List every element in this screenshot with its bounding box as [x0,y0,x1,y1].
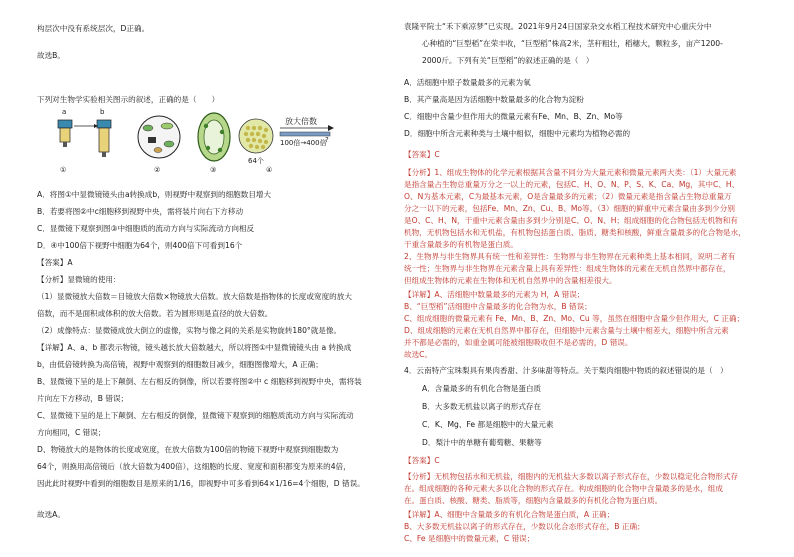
explain-line-4: 片向左下方移动，B 错误； [37,394,129,403]
analysis-line-3: （2）成像特点：显微镜成放大倒立的虚像，实物与像之间的关系是实物旋转180°就是像。 [37,326,342,335]
cells-view-icon [138,116,180,158]
intro-line-3: 2000斤。下列有关“巨型稻”的叙述正确的是（ ） [422,56,594,65]
r-analysis-2: 是指含量占生物总重量万分之一以上的元素，包括C、H、O、N、P、S、K、Ca、Mg，其中C、H、 [404,180,740,189]
objective-b-icon [97,120,111,157]
r-analysis-7: 干重含量最多的有机物是蛋白质。 [404,240,518,249]
explain-line-8: 64个，则换用高倍镜后（放大倍数为400倍），这细胞的长度、宽度和面积都变为原来的4倍， [37,462,351,471]
r-option-d: D．细胞中所含元素种类与土壤中相似，细胞中元素均为植物必需的 [404,129,631,138]
explain-line-9: 因此此时视野中看到的细胞数目是原来的1/16，即视野中可多看到64×1/16=4个细胞，D 错误。 [37,479,365,488]
analysis-line-1: （1）显微镜放大倍数＝目镜放大倍数×物镜放大倍数。放大倍数是指物体的长度或宽度的放大 [37,292,352,301]
r-explain-3: C、组成细胞的微量元素有 Fe、Mn、B、Zn、Mo、Cu 等，虽然在细胞中含量少但作用大，C 正确； [404,314,745,323]
microscope-figure [36,106,336,178]
r-analysis-1: 【分析】1、组成生物体的化学元素根据其含量不同分为大量元素和微量元素两大类：（1）大量元素 [404,168,737,177]
q4-answer: 【答案】C [404,456,440,465]
explain-line-7: D、物镜放大的是物体的长度或宽度，在放大倍数为100倍的物镜下视野中观察到细胞数为 [37,445,339,454]
objective-a-icon [58,120,72,147]
r-analysis-6: 机物，无机物包括水和无机盐，有机物包括蛋白质、脂质、糖类和核酸，鲜重含量最多的化合物是水， [404,228,746,237]
fig-number-3: ③ [210,166,217,174]
explain-line-5: C、显微镜下呈的是上下颠倒、左右相反的倒像，显微镜下观察到的细胞质流动方向与实际流动 [37,411,354,420]
r-explain-1: 【详解】A、活细胞中数量最多的元素为 H，A 错误； [404,290,585,299]
analysis-title: 【分析】显微镜的使用： [37,275,121,284]
q4-explain-3: C、Fe 是细胞中的微量元素，C 错误； [404,534,535,543]
r-option-b: B．其产量高是因为活细胞中数量最多的化合物为淀粉 [404,95,584,104]
cell-count-view-icon [239,119,273,153]
count-label: 64个 [248,157,264,165]
tube-b-label: b [100,108,105,116]
option-b: B．若要将图②中c细胞移到视野中央，需将装片向右下方移动 [37,207,244,216]
question-3: 下列对生物学实验相关图示的叙述，正确的是（ ） [37,95,220,104]
q4-analysis-1: 【分析】无机物包括水和无机盐，细胞内的无机盐大多数以离子形式存在，少数以稳定化合物形式存 [404,472,739,481]
r-option-c: C．细胞中含量少但作用大的微量元素有Fe、Mn、B、Zn、Mo等 [404,112,623,121]
q4-explain-1: 【详解】A、细胞中含量最多的有机化合物是蛋白质，A 正确； [404,510,615,519]
explain-line-6: 方向相同，C 错误； [37,428,106,437]
intro-line-2: 心种植的“巨型稻”在荣丰收，“巨型稻”株高2米，茎秆粗壮，稻穗大，颗粒多，亩产1200- [422,39,723,48]
leaf-cell-icon [198,113,230,161]
magnification-label: 放大倍数 [285,117,317,126]
q4-option-c: C．K、Mg、Fe 都是细胞中的大量元素 [422,420,554,429]
r-analysis-10: 但组成生物体的元素在生物体和无机自然界中的含量相差很大。 [404,276,617,285]
left-top-line-2: 故选B。 [37,51,65,60]
fig-number-4: ④ [266,166,273,174]
option-a: A．将图①中显微镜镜头由a转换成b，则视野中观察到的细胞数目增大 [37,190,272,199]
explain-line-1: 【详解】A、a、b 都表示物镜，镜头越长放大倍数越大，所以将图①中显微镜镜头由 a 转换成 [37,343,352,352]
option-d: D．④中100倍下视野中细胞为64个，则400倍下可看到16个 [37,241,243,250]
r-analysis-9: 统一性；生物界与非生物界在元素含量上具有差异性：组成生物体的元素在无机自然界中都存在， [404,264,731,273]
r-explain-2: B、“巨型稻”活细胞中含量最多的化合物为水，B 错误； [404,302,592,311]
explain-line-2: b，由低倍镜转换为高倍镜，视野中观察到的细胞数目减少，细胞图像增大，A 正确； [37,360,323,369]
explain-line-3: B、显微镜下呈的是上下颠倒、左右相反的倒像，所以若要将图②中 c 细胞移到视野中央，需将装 [37,377,362,386]
ratio-label: 100倍→400倍 [280,139,327,147]
r-answer: 【答案】C [404,150,440,159]
left-top-line-1: 构层次中没有系统层次，D正确。 [37,24,150,33]
q4-analysis-3: 在。蛋白质、核酸、糖类、脂质等，细胞内含量最多的有机化合物为蛋白质。 [404,496,663,505]
tube-a-label: a [62,108,67,116]
q4-option-a: A．含量最多的有机化合物是蛋白质 [422,384,542,393]
question-mark-label: ? [325,136,329,144]
q4-option-d: D．梨汁中的单糖有葡萄糖、果糖等 [422,438,542,447]
r-analysis-4: 分之一以下的元素，包括Fe、Mn、Zn、Cu、B、Mo等。（3）细胞的鲜重中元素含量由多到少分别 [404,204,735,213]
r-explain-6: 故选C。 [404,350,433,359]
intro-line-1: 袁隆平院士“禾下乘凉梦”已实现。2021年9月24日国家杂交水稻工程技术研究中心重庆分中 [404,22,712,31]
fig-number-2: ② [154,166,161,174]
explain-line-10: 故选A。 [37,510,65,519]
r-explain-5: 并不都是必需的，如重金属可能被细胞吸收但不是必需的，D 错误。 [404,338,633,347]
r-analysis-8: 2、生物界与非生物界具有统一性和差异性：生物界与非生物界在元素种类上基本相同，说明二者有 [404,252,736,261]
r-analysis-5: 是O、C、H、N，干重中元素含量由多到少分别是C、O、N、H；组成细胞的化合物包括无机物和有 [404,216,738,225]
r-analysis-3: O、N为基本元素，C为最基本元素，O是含量最多的元素；（2）微量元素是指含量占生物总重量万 [404,192,732,201]
r-option-a: A．活细胞中原子数量最多的元素为氧 [404,78,531,87]
question-4: 4．云南特产宝珠梨具有果肉香甜、汁多味甜等特点。关于梨肉细胞中物质的叙述错误的是（ ） [404,366,728,375]
r-explain-4: D、组成细胞的元素在无机自然界中都存在，但细胞中元素含量与土壤中相差大，细胞中所含元素 [404,326,729,335]
q4-explain-2: B、大多数无机盐以离子的形式存在，少数以化合态形式存在，B 正确； [404,522,645,531]
analysis-line-2: 倍数，而不是面积或体积的放大倍数。若为圆形则是直径的放大倍数。 [37,309,273,318]
q4-analysis-2: 在。组成细胞的各种元素大多以化合物的形式存在。构成细胞的化合物中含量最多的是水，组成 [404,484,723,493]
fig-number-1: ① [60,166,67,174]
q4-option-b: B．大多数无机盐以离子的形式存在 [422,402,542,411]
option-c: C．显微镜下观察到图③中细胞质的流动方向与实际流动方向相反 [37,224,255,233]
answer-label: 【答案】A [37,258,73,267]
